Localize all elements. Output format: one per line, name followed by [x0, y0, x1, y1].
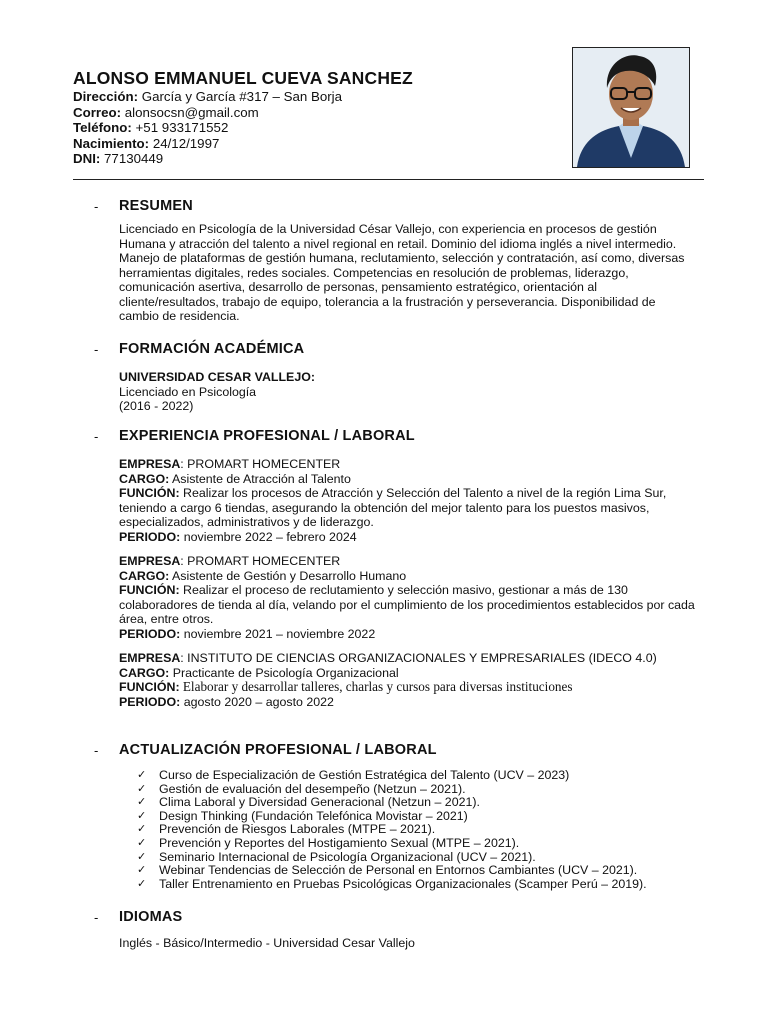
function-line: área, entre otros.: [119, 612, 214, 626]
dni-value: 77130449: [104, 151, 164, 166]
company-value: : INSTITUTO DE CIENCIAS ORGANIZACIONALES Y EMPRESARIALES (IDECO 4.0): [180, 651, 657, 665]
profile-photo: [572, 47, 690, 168]
address-line: [73, 89, 553, 105]
candidate-name: ALONSO EMMANUEL CUEVA SANCHEZ: [73, 68, 413, 88]
role-value: Asistente de Atracción al Talento: [169, 471, 351, 486]
degree-name: Licenciado en Psicología: [119, 384, 257, 399]
dni-label: DNI:: [73, 151, 101, 166]
education-section: [94, 340, 724, 414]
list-item: [119, 864, 724, 878]
phone-value: +51 933171552: [135, 120, 229, 135]
period-value: noviembre 2022 – febrero 2024: [180, 529, 357, 544]
checkmark-icon: ✓: [137, 877, 147, 890]
training-item: Clima Laboral y Diversidad Generacional (Netzun – 2021).: [159, 795, 480, 810]
role-label: CARGO:: [119, 471, 170, 486]
email-label: Correo:: [73, 104, 122, 120]
checkmark-icon: ✓: [137, 850, 147, 863]
period-label: PERIODO:: [119, 626, 181, 641]
summary-line: Manejo de plataformas de gestión humana, reclutamiento, selección y contratación, así como, diversas: [119, 251, 685, 265]
training-heading: [94, 741, 724, 759]
summary-section: [94, 197, 724, 324]
list-item: [119, 769, 724, 783]
company-label: EMPRESA: [119, 651, 181, 665]
section-bullet: -: [94, 341, 99, 357]
training-item: Design Thinking (Fundación Telefónica Movistar – 2021): [159, 808, 468, 823]
function-line: Realizar el proceso de reclutamiento y selección masivo, gestionar a más de 130: [179, 583, 628, 597]
education-entry: [119, 370, 724, 414]
checkmark-icon: ✓: [137, 823, 147, 836]
company-value: : PROMART HOMECENTER: [180, 554, 341, 568]
email-value[interactable]: alonsocsn@gmail.com: [124, 104, 259, 120]
function-label: FUNCIÓN:: [119, 486, 180, 500]
phone-label: Teléfono:: [73, 120, 132, 135]
function-line: teniendo a cargo 6 tiendas, asegurando la obtención del mejor talento para los puestos masivos,: [119, 500, 650, 515]
summary-text: [119, 222, 724, 324]
degree-years: (2016 - 2022): [119, 399, 194, 413]
languages-title: IDIOMAS: [119, 909, 183, 925]
period-value: agosto 2020 – agosto 2022: [180, 694, 334, 709]
function-line: Elaborar y desarrollar talleres, charlas y cursos para diversas instituciones: [179, 679, 573, 694]
training-item: Webinar Tendencias de Selección de Personal en Entornos Cambiantes (UCV – 2021).: [159, 863, 638, 878]
function-line: Realizar los procesos de Atracción y Selección del Talento a nivel de la región Lima Sur,: [179, 486, 667, 500]
training-item: Curso de Especialización de Gestión Estratégica del Talento (UCV – 2023): [159, 768, 570, 782]
languages-heading: [94, 908, 724, 926]
summary-line: cliente/resultados, trabajo de equipo, tolerancia a la frustración y perseverancia. Disponibilidad de: [119, 294, 656, 309]
education-heading: [94, 340, 724, 358]
section-bullet: -: [94, 909, 99, 925]
role-label: CARGO:: [119, 665, 170, 680]
email-line: [73, 105, 553, 121]
list-item: [119, 878, 724, 892]
summary-title: RESUMEN: [119, 198, 193, 214]
languages-text: Inglés - Básico/Intermedio - Universidad Cesar Vallejo: [119, 936, 415, 950]
training-section: [94, 741, 724, 891]
checkmark-icon: ✓: [137, 796, 147, 809]
period-label: PERIODO:: [119, 694, 181, 709]
contact-header: [73, 68, 553, 167]
phone-line: [73, 120, 553, 136]
function-line: especializados, administrativos y de liderazgo.: [119, 515, 374, 529]
training-item: Gestión de evaluación del desempeño (Netzun – 2021).: [159, 781, 466, 796]
list-item: [119, 810, 724, 824]
portrait-illustration: [573, 48, 689, 167]
role-value: Practicante de Psicología Organizacional: [169, 665, 399, 680]
summary-line: comunicación asertiva, desarrollo de personas, pensamiento estratégico, orientación al: [119, 280, 597, 294]
checkmark-icon: ✓: [137, 769, 147, 781]
summary-heading: [94, 197, 724, 215]
list-item: [119, 837, 724, 851]
list-item: [119, 851, 724, 865]
training-title: ACTUALIZACIÓN PROFESIONAL / LABORAL: [119, 742, 437, 758]
training-item: Taller Entrenamiento en Pruebas Psicológicas Organizacionales (Scamper Perú – 2019).: [159, 876, 647, 891]
company-value: : PROMART HOMECENTER: [180, 457, 341, 471]
company-label: EMPRESA: [119, 457, 181, 471]
section-bullet: -: [94, 742, 99, 758]
checkmark-icon: ✓: [137, 864, 147, 877]
job-entry: [119, 554, 724, 641]
function-label: FUNCIÓN:: [119, 583, 180, 597]
experience-title: EXPERIENCIA PROFESIONAL / LABORAL: [119, 428, 415, 444]
address-label: Dirección:: [73, 89, 139, 104]
list-item: [119, 823, 724, 837]
checkmark-icon: ✓: [137, 782, 147, 795]
education-title: FORMACIÓN ACADÉMICA: [119, 341, 305, 357]
role-value: Asistente de Gestión y Desarrollo Humano: [169, 568, 407, 583]
school-name: UNIVERSIDAD CESAR VALLEJO:: [119, 370, 315, 384]
training-list: [119, 769, 724, 891]
birth-label: Nacimiento:: [73, 135, 150, 151]
summary-line: Licenciado en Psicología de la Universidad César Vallejo, con experiencia en procesos de gestión: [119, 222, 657, 236]
section-bullet: -: [94, 428, 99, 444]
experience-heading: [94, 427, 724, 445]
list-item: [119, 783, 724, 797]
training-item: Prevención de Riesgos Laborales (MTPE – 2021).: [159, 822, 436, 837]
job-entry: [119, 651, 724, 709]
training-item: Prevención y Reportes del Hostigamiento Sexual (MTPE – 2021).: [159, 835, 520, 850]
summary-line: Humana y atracción del talento a nivel regional en retail. Dominio del idioma inglés a nivel intermedio.: [119, 236, 677, 251]
birth-line: [73, 136, 553, 152]
function-label: FUNCIÓN:: [119, 680, 180, 694]
address-value: García y García #317 – San Borja: [141, 89, 343, 104]
section-bullet: -: [94, 198, 99, 214]
role-label: CARGO:: [119, 568, 170, 583]
experience-section: [94, 427, 724, 719]
dni-line: [73, 151, 553, 167]
summary-line: cambio de residencia.: [119, 309, 240, 323]
header-divider: [73, 179, 704, 180]
checkmark-icon: ✓: [137, 809, 147, 822]
period-label: PERIODO:: [119, 529, 181, 544]
checkmark-icon: ✓: [137, 836, 147, 849]
period-value: noviembre 2021 – noviembre 2022: [180, 626, 376, 641]
languages-section: [94, 908, 724, 951]
function-line: colaboradores de tienda al día, velando por el cumplimiento de los procedimientos establecidos por cada: [119, 597, 695, 612]
list-item: [119, 796, 724, 810]
summary-line: herramientas digitales, redes sociales. Competencias en resolución de problemas, liderazgo,: [119, 265, 629, 280]
job-entry: [119, 457, 724, 544]
training-item: Seminario Internacional de Psicología Organizacional (UCV – 2021).: [159, 849, 536, 864]
birth-value: 24/12/1997: [152, 135, 220, 151]
company-label: EMPRESA: [119, 554, 181, 568]
